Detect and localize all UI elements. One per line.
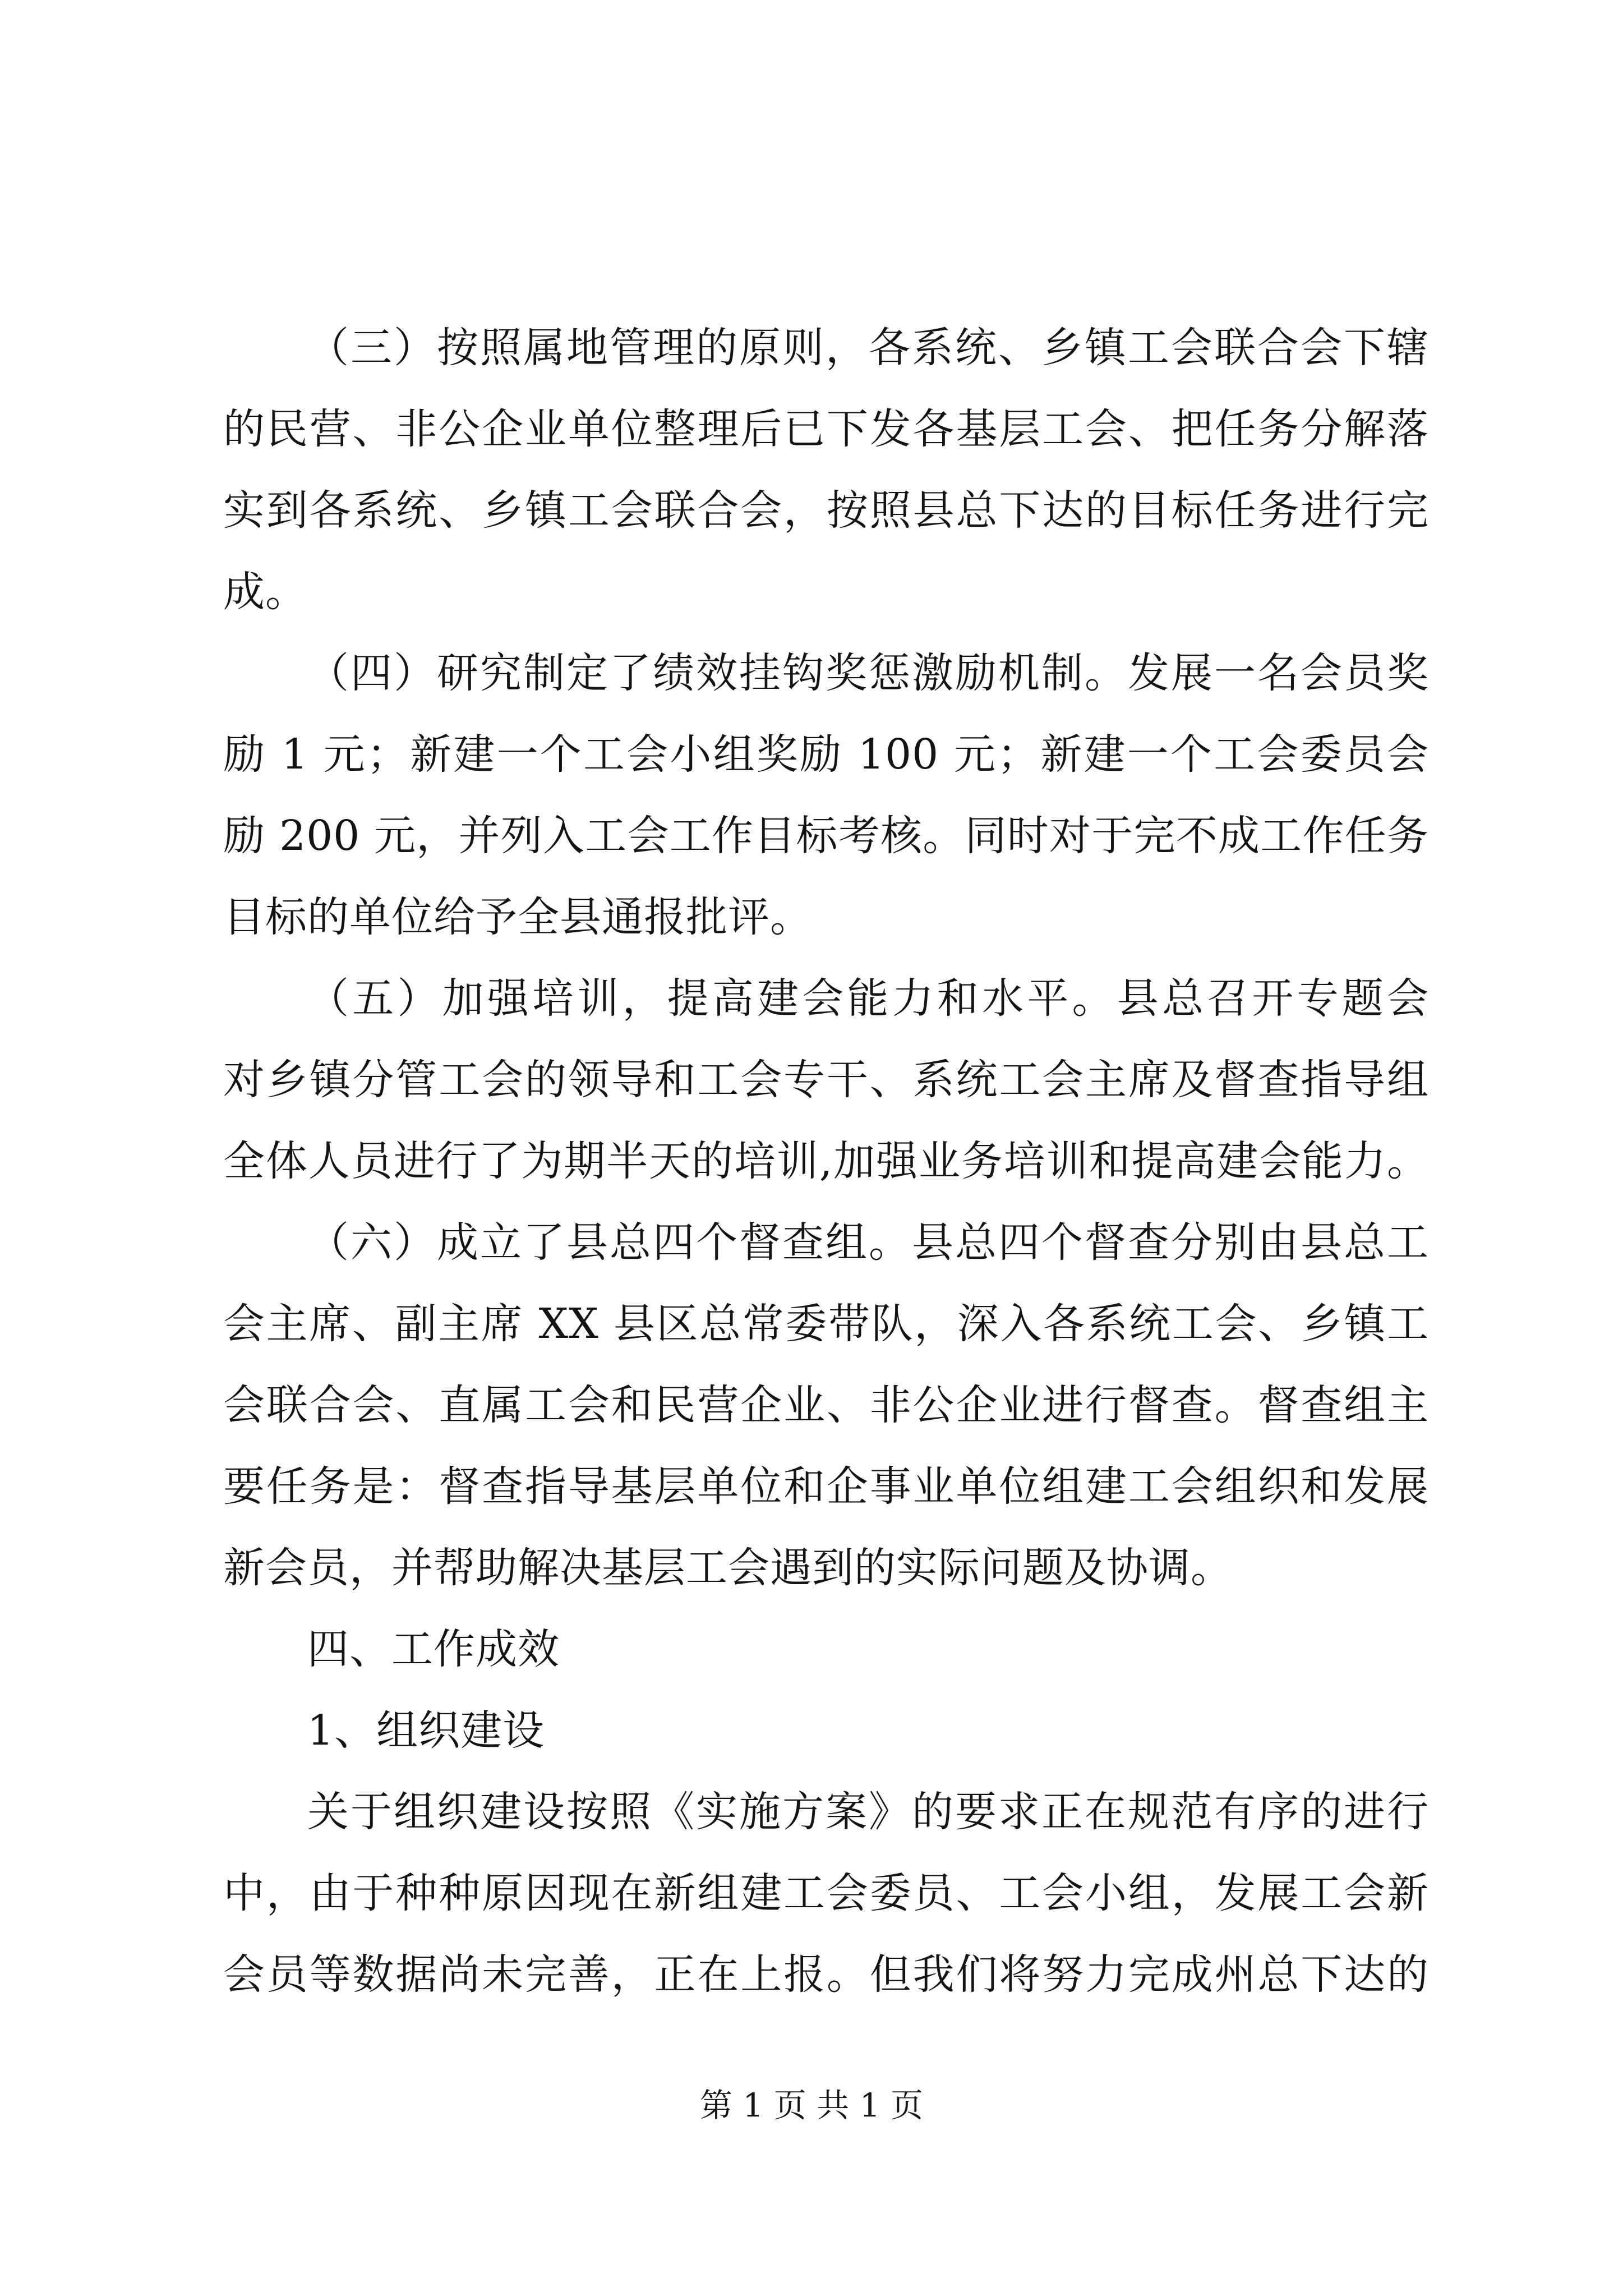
text-line: 全体人员进行了为期半天的培训,加强业务培训和提高建会能力。 <box>223 1137 1429 1185</box>
text-line: 会员等数据尚未完善，正在上报。但我们将努力完成州总下达的 <box>223 1950 1429 1999</box>
heading-text: 四、工作成效 <box>307 1625 560 1673</box>
paragraph-3 <box>223 307 1429 633</box>
text-line: （六）成立了县总四个督查组。县总四个督查分别由县总工 <box>307 1218 1429 1267</box>
paragraph-4 <box>223 633 1429 958</box>
text-line: 励 1 元；新建一个工会小组奖励 100 元；新建一个工会委员会 <box>223 730 1429 779</box>
text-line: 成。 <box>223 568 307 616</box>
heading-text: 1、组织建设 <box>307 1706 545 1755</box>
section-heading-work-results <box>223 1609 1429 1690</box>
text-line: 会联合会、直属工会和民营企业、非公企业进行督查。督查组主 <box>223 1381 1429 1429</box>
text-line: （三）按照属地管理的原则，各系统、乡镇工会联合会下辖 <box>307 324 1429 372</box>
text-line: 要任务是：督查指导基层单位和企事业单位组建工会组织和发展 <box>223 1462 1429 1511</box>
text-line: 对乡镇分管工会的领导和工会专干、系统工会主席及督查指导组 <box>223 1056 1429 1104</box>
text-line: 新会员，并帮助解决基层工会遇到的实际问题及协调。 <box>223 1544 1233 1592</box>
subheading-organization <box>223 1690 1429 1772</box>
paragraph-organization <box>223 1772 1429 2016</box>
text-line: 励 200 元，并列入工会工作目标考核。同时对于完不成工作任务 <box>223 812 1429 860</box>
text-line: （四）研究制定了绩效挂钩奖惩激励机制。发展一名会员奖 <box>307 649 1429 697</box>
page-footer <box>0 2086 1623 2125</box>
text-line: 会主席、副主席 XX 县区总常委带队，深入各系统工会、乡镇工 <box>223 1300 1429 1348</box>
paragraph-5 <box>223 958 1429 1202</box>
text-line: （五）加强培训，提高建会能力和水平。县总召开专题会 <box>307 974 1429 1023</box>
text-line: 实到各系统、乡镇工会联合会，按照县总下达的目标任务进行完 <box>223 486 1429 535</box>
text-line: 中，由于种种原因现在新组建工会委员、工会小组，发展工会新 <box>223 1869 1429 1917</box>
page-number-label: 第 1 页 共 1 页 <box>700 2086 923 2124</box>
text-line: 目标的单位给予全县通报批评。 <box>223 893 812 941</box>
text-line: 的民营、非公企业单位整理后已下发各基层工会、把任务分解落 <box>223 405 1429 453</box>
text-line: 关于组织建设按照《实施方案》的要求正在规范有序的进行 <box>307 1788 1429 1836</box>
document-body <box>223 307 1429 2016</box>
paragraph-6 <box>223 1202 1429 1609</box>
